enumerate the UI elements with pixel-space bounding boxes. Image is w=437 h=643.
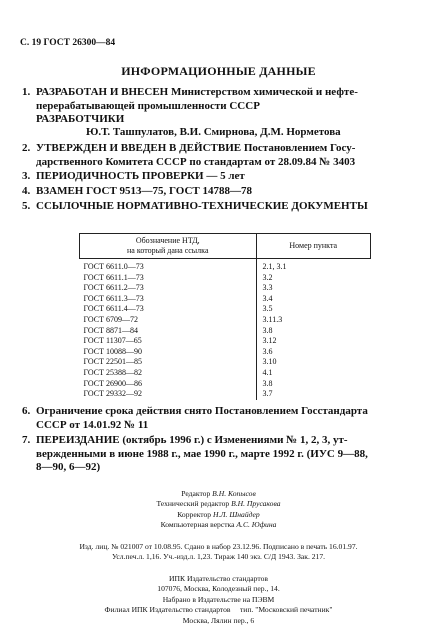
clause-cell: 3.8 xyxy=(262,325,273,335)
section-1 xyxy=(22,86,408,113)
document-cell: ГОСТ 6611.1—73 xyxy=(80,273,257,284)
section-text: дарственного Комитета СССР по стандартам от 28.09.84 № 3403 xyxy=(36,155,356,168)
editor-line: Корректор Н.Л. Шнайдер xyxy=(177,509,260,519)
clause-cell: 3.3 xyxy=(262,283,273,293)
table-body xyxy=(80,259,371,400)
section-text: вержденными в июне 1988 г., мае 1990 г., марте 1992 г. (ИУС 9—88, xyxy=(36,447,368,460)
print-line: Изд. лиц. № 021007 от 10.08.95. Сдано в набор 23.12.96. Подписано в печать 16.01.97. xyxy=(79,542,358,551)
references-table xyxy=(79,233,371,400)
document-cell: ГОСТ 6611.2—73 xyxy=(80,283,257,294)
table-row xyxy=(80,368,371,379)
table-row xyxy=(80,315,371,326)
table-row xyxy=(80,347,371,358)
page-header: С. 19 ГОСТ 26300—84 xyxy=(20,38,116,48)
document-cell: ГОСТ 11307—65 xyxy=(80,336,257,347)
table-row xyxy=(80,283,371,294)
publisher-block xyxy=(0,574,437,626)
table-row xyxy=(80,389,371,400)
section-text: Ю.Т. Ташпулатов, В.И. Смирнова, Д.М. Норметова xyxy=(86,126,341,138)
publisher-line: 107076, Москва, Колодезный пер., 14. xyxy=(157,584,280,594)
section-text: РАЗРАБОТАН И ВНЕСЕН Министерством химической и нефте- xyxy=(36,86,358,98)
document-cell: ГОСТ 26900—86 xyxy=(80,379,257,390)
print-line: Усл.печ.л. 1,16. Уч.-изд.л. 1,23. Тираж 140 экз. С/Д 1943. Зак. 217. xyxy=(111,552,326,562)
document-cell: ГОСТ 10088—90 xyxy=(80,347,257,358)
document-cell: ГОСТ 22501—85 xyxy=(80,357,257,368)
column-header-document: Обозначение НТД, на который дана ссылка xyxy=(80,234,257,259)
section-number: 7. xyxy=(22,434,31,446)
table-row xyxy=(80,273,371,284)
publisher-line: Набрано в Издательстве на ПЭВМ xyxy=(162,594,275,604)
clause-cell: 3.12 xyxy=(262,336,277,346)
section-number: 5. xyxy=(22,200,31,212)
table-row xyxy=(80,336,371,347)
document-cell: ГОСТ 6611.3—73 xyxy=(80,294,257,305)
clause-cell: 2.1, 3.1 xyxy=(262,262,287,271)
table-row xyxy=(80,326,371,337)
editor-line: Технический редактор В.Н. Прусакова xyxy=(156,499,281,509)
clause-cell: 3.11.3 xyxy=(262,314,283,324)
section-text: ПЕРИОДИЧНОСТЬ ПРОВЕРКИ — 5 лет xyxy=(36,170,245,182)
document-cell: ГОСТ 6611.0—73 xyxy=(80,259,257,273)
section-4 xyxy=(22,185,408,199)
table-header-row xyxy=(80,234,371,259)
section-text: ВЗАМЕН ГОСТ 9513—75, ГОСТ 14788—78 xyxy=(36,185,253,197)
document-title: ИНФОРМАЦИОННЫЕ ДАННЫЕ xyxy=(121,64,316,78)
clause-cell: 3.8 xyxy=(262,378,273,388)
section-text: 8—90, 6—92) xyxy=(36,461,101,473)
section-text: перерабатывающей промышленности СССР xyxy=(36,99,260,112)
section-text: УТВЕРЖДЕН И ВВЕДЕН В ДЕЙСТВИЕ Постановлением Госу- xyxy=(36,142,356,154)
section-text: ССЫЛОЧНЫЕ НОРМАТИВНО-ТЕХНИЧЕСКИЕ ДОКУМЕНТЫ xyxy=(36,200,368,212)
document-cell: ГОСТ 29332—92 xyxy=(80,389,257,400)
table-row xyxy=(80,379,371,390)
developers-heading xyxy=(36,113,408,127)
table-row xyxy=(80,357,371,368)
section-5 xyxy=(22,200,408,214)
publisher-line: Филиал ИПК Издательство стандартов тип. "Московский печатник" xyxy=(104,605,333,615)
document-cell: ГОСТ 25388—82 xyxy=(80,368,257,379)
clause-cell: 3.2 xyxy=(262,272,273,282)
developers-names xyxy=(36,126,437,140)
publisher-line: Москва, Лялин пер., 6 xyxy=(182,615,255,625)
clause-cell: 3.5 xyxy=(262,304,273,314)
editor-line: Редактор В.Н. Копысов xyxy=(181,489,256,498)
section-text: Ограничение срока действия снято Постановлением Госстандарта xyxy=(36,405,368,417)
section-3 xyxy=(22,170,408,184)
section-2 xyxy=(22,142,408,169)
editors-block xyxy=(0,489,437,531)
document-cell: ГОСТ 8871—84 xyxy=(80,326,257,337)
document-cell: ГОСТ 6611.4—73 xyxy=(80,304,257,315)
section-7 xyxy=(22,434,408,475)
section-number: 6. xyxy=(22,405,31,417)
section-number: 1. xyxy=(22,86,31,98)
clause-cell: 3.6 xyxy=(262,346,273,356)
section-6 xyxy=(22,405,408,432)
table-row xyxy=(80,294,371,305)
clause-cell: 3.7 xyxy=(262,389,273,399)
clause-cell: 3.10 xyxy=(262,357,277,367)
column-header-clause: Номер пункта xyxy=(256,234,371,259)
section-number: 2. xyxy=(22,142,31,154)
clause-cell: 4.1 xyxy=(262,367,273,377)
table-row xyxy=(80,259,371,273)
section-text: ПЕРЕИЗДАНИЕ (октябрь 1996 г.) с Изменениями № 1, 2, 3, ут- xyxy=(36,434,348,446)
clause-cell: 3.4 xyxy=(262,293,273,303)
section-text: СССР от 14.01.92 № 11 xyxy=(36,418,149,431)
section-number: 4. xyxy=(22,185,31,197)
editor-line: Компьютерная верстка А.С. Юфина xyxy=(160,520,277,530)
table-row xyxy=(80,304,371,315)
section-text: РАЗРАБОТЧИКИ xyxy=(36,113,125,125)
publisher-line: ИПК Издательство стандартов xyxy=(169,574,268,583)
print-data-block xyxy=(0,542,437,563)
section-number: 3. xyxy=(22,170,31,182)
document-cell: ГОСТ 6709—72 xyxy=(80,315,257,326)
